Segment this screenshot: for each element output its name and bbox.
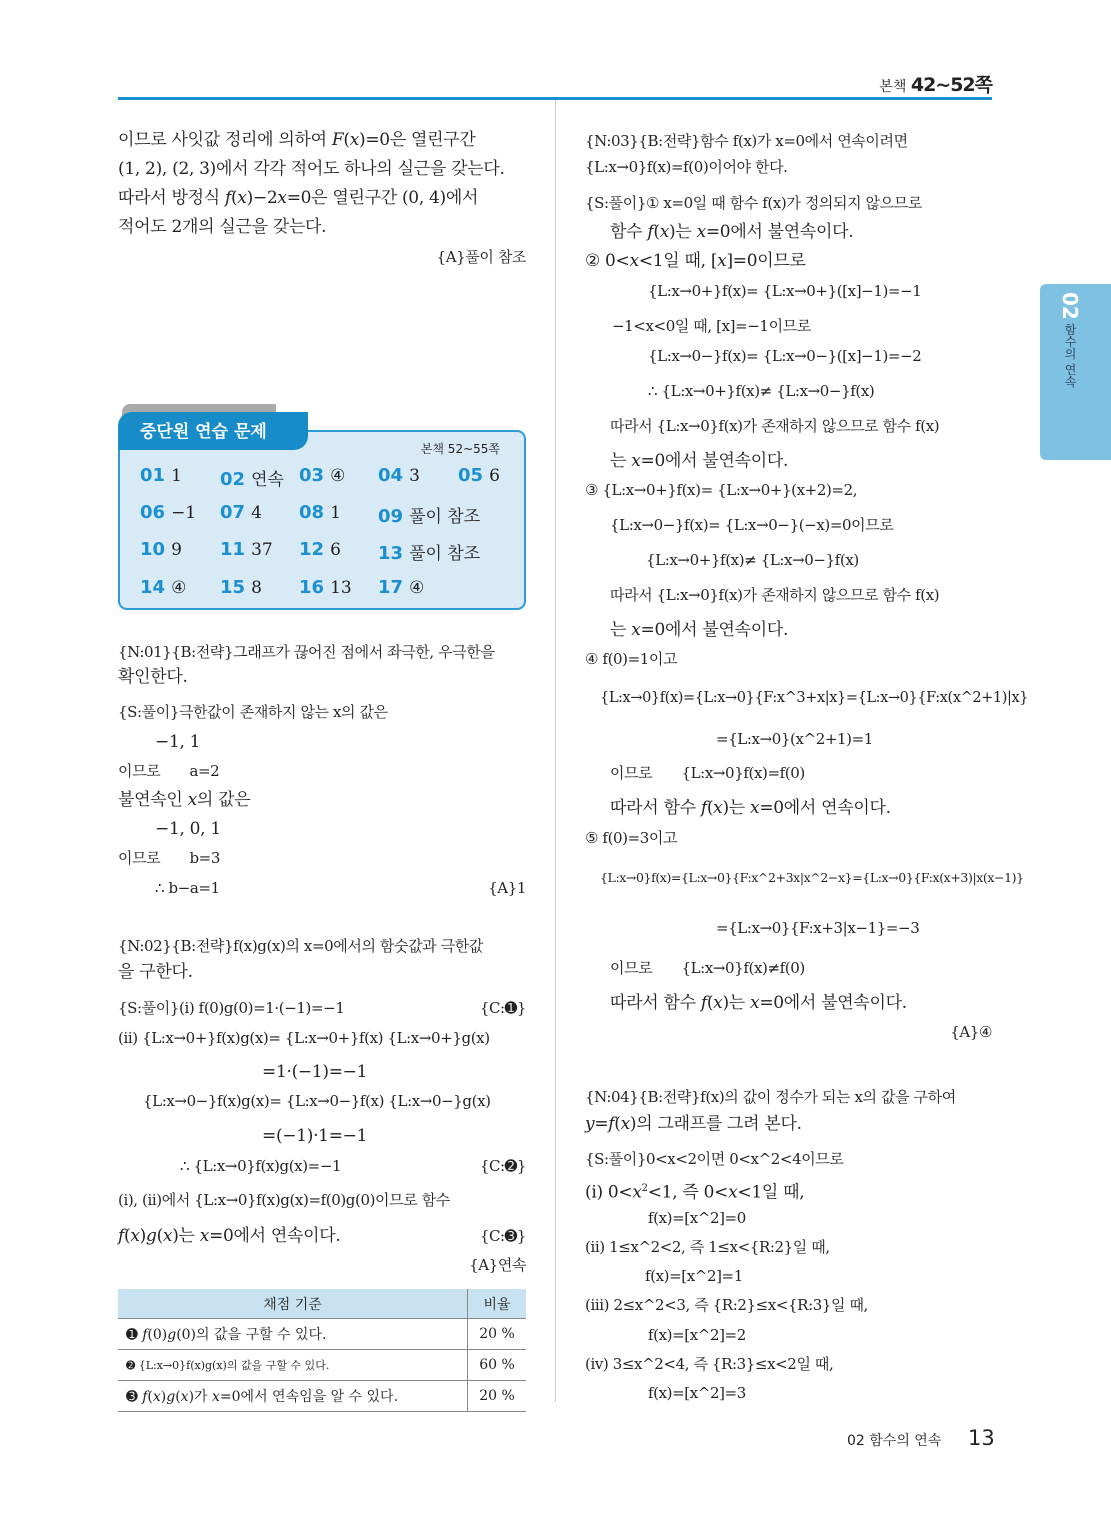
answer-item bbox=[140, 539, 182, 560]
criterion: ➊ f(0)g(0)의 값을 구할 수 있다. bbox=[118, 1319, 468, 1350]
table-row bbox=[118, 1350, 526, 1381]
answer-value: 9 bbox=[171, 540, 182, 560]
math-var: y bbox=[585, 1114, 595, 1134]
math-var: f bbox=[700, 993, 707, 1013]
answer-value: ④ bbox=[409, 578, 425, 598]
text-line: {S:풀이}극한값이 존재하지 않는 x의 값은 bbox=[118, 703, 388, 721]
answer-number: 17 bbox=[378, 577, 404, 598]
text-line: (ii) 1≤x^2<2, 즉 1≤x<{R:2}일 때, bbox=[585, 1238, 830, 1256]
text-line: 을 구한다. bbox=[118, 962, 193, 982]
answer-item bbox=[378, 502, 480, 527]
text-line: {L:x→0−}f(x)= {L:x→0−}(−x)=0이므로 bbox=[610, 516, 894, 534]
text-line: (1, 2), (2, 3)에서 각각 적어도 하나의 실근을 갖는다. bbox=[118, 159, 505, 179]
answer-line: {A}연속 bbox=[469, 1256, 526, 1274]
text-line: 따라서 함수 f(x)는 x=0에서 불연속이다. bbox=[610, 993, 907, 1013]
answer-value: 풀이 참조 bbox=[409, 507, 481, 527]
answer-value: 4 bbox=[251, 503, 262, 523]
answer-value: 6 bbox=[489, 466, 500, 486]
text-line: {S:풀이}0<x<2이면 0<x^2<4이므로 bbox=[585, 1150, 844, 1168]
math-var: x bbox=[750, 798, 760, 818]
answer-number: 11 bbox=[220, 539, 246, 560]
column-divider bbox=[555, 100, 556, 1402]
text-line: f(x)=[x^2]=2 bbox=[648, 1326, 746, 1344]
text-line: {L:x→0+}f(x)≠ {L:x→0−}f(x) bbox=[646, 551, 859, 569]
answer-number: 15 bbox=[220, 577, 246, 598]
criterion: ➌ f(x)g(x)가 x=0에서 연속임을 알 수 있다. bbox=[118, 1381, 468, 1412]
text-line: 이므로 사잇값 정리에 의하여 F(x)=0은 열린구간 bbox=[118, 130, 476, 150]
answer-item bbox=[220, 465, 284, 490]
math-var: f bbox=[647, 222, 654, 242]
review-title: 중단원 연습 문제 bbox=[118, 412, 308, 450]
math-var: x bbox=[237, 188, 247, 208]
text-line: {N:04}{B:전략}f(x)의 값이 정수가 되는 x의 값을 구하여 bbox=[585, 1088, 956, 1106]
answer-value: 6 bbox=[330, 540, 341, 560]
answer-line: {A}1 bbox=[488, 879, 526, 897]
text-line: 적어도 2개의 실근을 갖는다. bbox=[118, 217, 327, 237]
answer-value: 8 bbox=[251, 578, 262, 598]
answer-item bbox=[220, 577, 262, 598]
text-line: 는 x=0에서 불연속이다. bbox=[610, 620, 789, 640]
ratio: 20 % bbox=[468, 1319, 527, 1350]
text-line: f(x)=[x^2]=1 bbox=[645, 1267, 743, 1285]
text-line: {L:x→0−}f(x)= {L:x→0−}([x]−1)=−2 bbox=[648, 347, 922, 365]
page-number: 13 bbox=[968, 1426, 995, 1450]
math-var: f bbox=[142, 1327, 148, 1343]
answer-number: 08 bbox=[299, 502, 325, 523]
step-marker: {C:➊} bbox=[479, 999, 526, 1017]
math-var: x bbox=[750, 993, 760, 1013]
step-marker: {C:➋} bbox=[479, 1157, 526, 1175]
answer-item bbox=[378, 577, 424, 598]
math-var: x bbox=[728, 1182, 738, 1203]
math-var: x bbox=[620, 1114, 630, 1134]
math-var: x bbox=[631, 620, 641, 640]
math-var: x bbox=[130, 1226, 140, 1246]
ratio: 20 % bbox=[468, 1381, 527, 1412]
answer-value: 3 bbox=[409, 466, 420, 486]
answer-item bbox=[140, 577, 186, 598]
math-var: f bbox=[608, 1114, 615, 1134]
answer-number: 09 bbox=[378, 506, 404, 527]
text-line: {N:03}{B:전략}함수 f(x)가 x=0에서 연속이려면 bbox=[585, 132, 908, 150]
math-var: x bbox=[659, 222, 669, 242]
text-line: {N:01}{B:전략}그래프가 끊어진 점에서 좌극한, 우극한을 bbox=[118, 643, 495, 661]
ratio: 60 % bbox=[468, 1350, 527, 1381]
answer-item bbox=[220, 539, 273, 560]
text-line: 따라서 {L:x→0}f(x)가 존재하지 않으므로 함수 f(x) bbox=[610, 417, 940, 435]
answer-item bbox=[378, 465, 420, 486]
col-header: 채점 기준 bbox=[118, 1289, 468, 1319]
answer-item bbox=[140, 502, 196, 523]
math-var: f bbox=[118, 1226, 124, 1246]
text-line: 이므로 a=2 bbox=[118, 762, 220, 780]
math-var: g bbox=[166, 1389, 176, 1405]
criterion: ➋ {L:x→0}f(x)g(x)의 값을 구할 수 있다. bbox=[118, 1350, 468, 1381]
text-line: 따라서 {L:x→0}f(x)가 존재하지 않으므로 함수 f(x) bbox=[610, 586, 940, 604]
text-line: f(x)=[x^2]=0 bbox=[648, 1209, 746, 1227]
text-line: ∴ {L:x→0}f(x)g(x)=−1 bbox=[180, 1157, 342, 1175]
answer-value: 13 bbox=[330, 578, 352, 598]
table-row bbox=[118, 1319, 526, 1350]
text-line: 따라서 방정식 f(x)−2x=0은 열린구간 (0, 4)에서 bbox=[118, 188, 479, 208]
math-var: x bbox=[631, 451, 641, 471]
answer-number: 16 bbox=[299, 577, 325, 598]
answer-value: ④ bbox=[171, 578, 187, 598]
text-line: ③ {L:x→0+}f(x)= {L:x→0+}(x+2)=2, bbox=[585, 481, 858, 499]
answer-number: 12 bbox=[299, 539, 325, 560]
answer-number: 04 bbox=[378, 465, 404, 486]
answer-number: 03 bbox=[299, 465, 325, 486]
text-line: =(−1)·1=−1 bbox=[262, 1126, 368, 1146]
text-line: {L:x→0}f(x)=f(0)이어야 한다. bbox=[585, 158, 788, 176]
math-var: x bbox=[277, 188, 287, 208]
footer-chapter: 02 함수의 연속 bbox=[847, 1433, 942, 1449]
text-line: ∴ b−a=1 bbox=[155, 879, 220, 897]
text-line: −1<x<0일 때, [x]=−1이므로 bbox=[612, 317, 811, 335]
text-line: {L:x→0+}f(x)= {L:x→0+}([x]−1)=−1 bbox=[648, 282, 922, 300]
text-line: ={L:x→0}{F:x+3|x−1}=−3 bbox=[716, 919, 920, 937]
answer-item bbox=[299, 465, 345, 486]
text-line: 확인한다. bbox=[118, 667, 188, 687]
math-var: x bbox=[696, 222, 706, 242]
math-var: x bbox=[162, 1226, 173, 1246]
math-var: x bbox=[629, 251, 639, 271]
box-reference: 본책 52~55쪽 bbox=[420, 442, 500, 456]
text-line: {L:x→0}f(x)={L:x→0}{F:x^3+x|x}={L:x→0}{F:x(x^2+1)|x} bbox=[600, 690, 1029, 706]
math-var: f bbox=[142, 1389, 148, 1405]
text-line: −1, 0, 1 bbox=[155, 819, 221, 839]
math-var: x bbox=[349, 130, 360, 150]
answer-item bbox=[299, 539, 341, 560]
math-var: x bbox=[187, 790, 197, 810]
math-var: f bbox=[700, 798, 707, 818]
text-line: ② 0<x<1일 때, [x]=0이므로 bbox=[585, 251, 806, 271]
answer-number: 07 bbox=[220, 502, 246, 523]
text-line: ⑤ f(0)=3이고 bbox=[585, 829, 678, 847]
text-line: 이므로 b=3 bbox=[118, 849, 220, 867]
text-line: 함수 f(x)는 x=0에서 불연속이다. bbox=[610, 222, 854, 242]
answer-number: 05 bbox=[458, 465, 484, 486]
text-line: f(x)g(x)는 x=0에서 연속이다. bbox=[118, 1226, 341, 1246]
text-line: ④ f(0)=1이고 bbox=[585, 650, 678, 668]
answer-number: 02 bbox=[220, 469, 246, 490]
math-var: g bbox=[167, 1327, 177, 1343]
text-line: 불연속인 x의 값은 bbox=[118, 790, 251, 810]
answer-number: 10 bbox=[140, 539, 166, 560]
answer-number: 13 bbox=[378, 543, 404, 564]
math-var: x bbox=[713, 798, 723, 818]
text-line: ={L:x→0}(x^2+1)=1 bbox=[716, 730, 873, 748]
answer-number: 01 bbox=[140, 465, 166, 486]
math-var: x bbox=[632, 1182, 642, 1203]
table-row bbox=[118, 1381, 526, 1412]
superscript: 2 bbox=[641, 1183, 648, 1194]
text-line: ∴ {L:x→0+}f(x)≠ {L:x→0−}f(x) bbox=[648, 382, 875, 400]
math-var: x bbox=[199, 1226, 210, 1246]
text-line: {S:풀이}① x=0일 때 함수 f(x)가 정의되지 않으므로 bbox=[585, 194, 922, 212]
math-var: x bbox=[152, 1389, 161, 1405]
chapter-side-tab: 02 함수의 연속 bbox=[1040, 284, 1111, 460]
math-var: x bbox=[713, 993, 723, 1013]
math-var: F bbox=[331, 130, 344, 150]
text-line: (i) $0<x^2<1$, 즉 0<x<1일 때, bbox=[585, 1182, 805, 1203]
answer-number: 14 bbox=[140, 577, 166, 598]
answer-item bbox=[378, 539, 480, 564]
text-line: 는 x=0에서 불연속이다. bbox=[610, 451, 789, 471]
answer-line: {A}④ bbox=[950, 1023, 992, 1041]
answer-number: 06 bbox=[140, 502, 166, 523]
text-line: (iii) 2≤x^2<3, 즉 {R:2}≤x<{R:3}일 때, bbox=[585, 1296, 868, 1314]
answer-item bbox=[140, 465, 182, 486]
text-line: 따라서 함수 f(x)는 x=0에서 연속이다. bbox=[610, 798, 891, 818]
text-line: 이므로 {L:x→0}f(x)=f(0) bbox=[610, 764, 805, 782]
scoring-table bbox=[118, 1289, 526, 1412]
text-line: (ii) {L:x→0+}f(x)g(x)= {L:x→0+}f(x) {L:x→0+}g(x) bbox=[118, 1029, 490, 1047]
text-line: y=f(x)의 그래프를 그려 본다. bbox=[585, 1114, 802, 1134]
answer-value: 37 bbox=[251, 540, 273, 560]
math-var: x bbox=[212, 1389, 220, 1405]
math-var: x bbox=[717, 251, 727, 271]
col-header: 비율 bbox=[468, 1289, 527, 1319]
answer-item bbox=[299, 502, 341, 523]
text-line: =1·(−1)=−1 bbox=[262, 1062, 368, 1082]
answer-value: 연속 bbox=[251, 470, 284, 490]
answer-item bbox=[299, 577, 352, 598]
answer-value: ④ bbox=[330, 466, 346, 486]
text-line: {L:x→0}f(x)={L:x→0}{F:x^2+3x|x^2−x}={L:x→0}{F:x(x+3)|x(x−1)} bbox=[600, 870, 1024, 885]
answer-item bbox=[458, 465, 500, 486]
text-line: 이므로 {L:x→0}f(x)≠f(0) bbox=[610, 959, 805, 977]
answer-item bbox=[220, 502, 262, 523]
answer-value: 1 bbox=[171, 466, 182, 486]
math-var: x bbox=[180, 1389, 189, 1405]
page-reference: 본책 42~52쪽 bbox=[879, 74, 992, 96]
review-answer-box bbox=[118, 430, 526, 610]
answer-value: 풀이 참조 bbox=[409, 544, 481, 564]
answer-line: {A}풀이 참조 bbox=[436, 248, 526, 266]
text-line: {N:02}{B:전략}f(x)g(x)의 x=0에서의 함숫값과 극한값 bbox=[118, 937, 483, 955]
answer-value: 1 bbox=[330, 503, 341, 523]
answer-value: −1 bbox=[171, 503, 197, 523]
text-line: (i), (ii)에서 {L:x→0}f(x)g(x)=f(0)g(0)이므로 함수 bbox=[118, 1191, 450, 1209]
text-line: f(x)=[x^2]=3 bbox=[648, 1384, 746, 1402]
text-line: (iv) 3≤x^2<4, 즉 {R:3}≤x<2일 때, bbox=[585, 1355, 834, 1373]
step-marker: {C:➌} bbox=[479, 1227, 526, 1245]
text-line: {L:x→0−}f(x)g(x)= {L:x→0−}f(x) {L:x→0−}g(x) bbox=[143, 1092, 491, 1110]
math-var: f bbox=[224, 188, 231, 208]
text-line: {S:풀이}(i) f(0)g(0)=1·(−1)=−1 bbox=[118, 999, 345, 1017]
text-line: −1, 1 bbox=[155, 732, 201, 752]
math-var: g bbox=[145, 1226, 157, 1246]
